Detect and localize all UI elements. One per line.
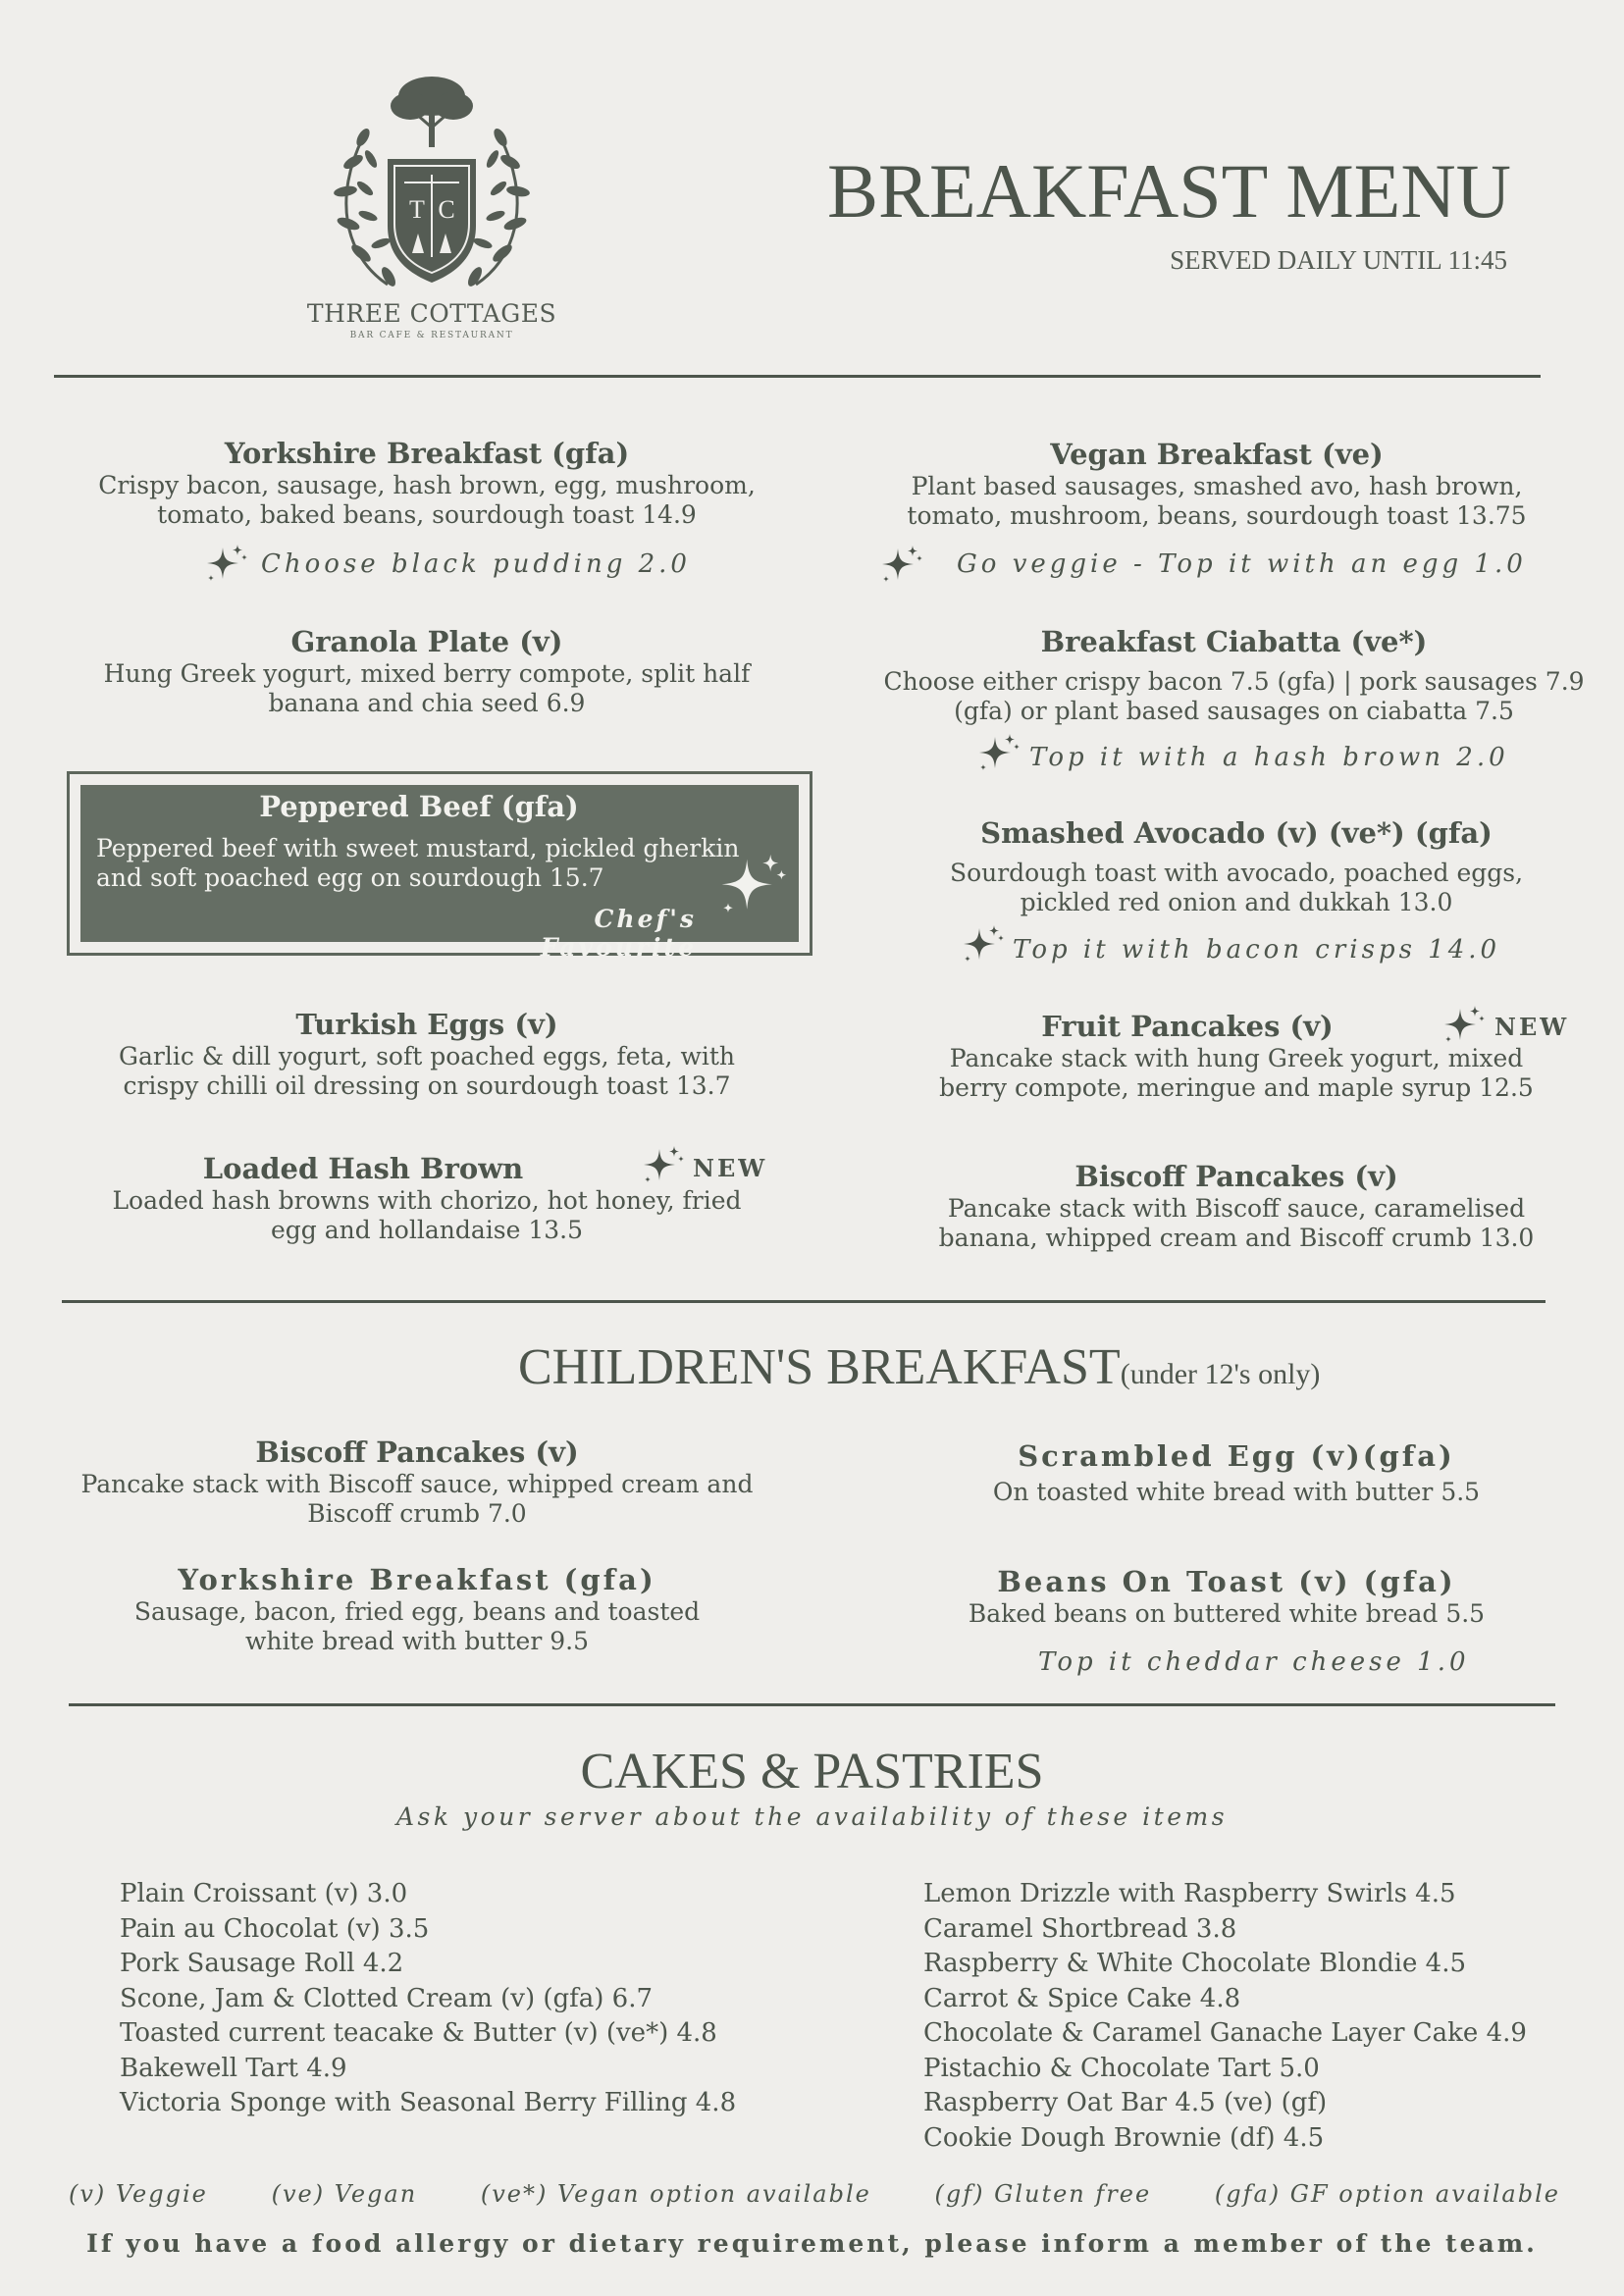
item-name: Fruit Pancakes (v) <box>1041 1010 1334 1043</box>
item-name: Yorkshire Breakfast (gfa) <box>224 437 630 470</box>
menu-item-granola-plate <box>59 624 795 718</box>
section-title-cakes: CAKES & PASTRIES <box>580 1744 1044 1800</box>
item-name: Loaded Hash Brown <box>202 1152 524 1185</box>
item-addon: Go veggie - Top it with an egg 1.0 <box>957 549 1527 579</box>
item-name: Granola Plate (v) <box>290 625 563 658</box>
cake-item: Raspberry & White Chocolate Blondie 4.5 <box>923 1949 1466 1978</box>
dietary-legend <box>69 2180 1560 2208</box>
item-description: Plant based sausages, smashed avo, hash brown, tomato, mushroom, beans, sourdough toast 13.75 <box>907 472 1527 530</box>
legend-item: (gf) Gluten free <box>934 2180 1152 2208</box>
menu-item-kids-beans-on-toast <box>883 1564 1570 1629</box>
item-addon: Choose black pudding 2.0 <box>261 549 691 579</box>
page-title: BREAKFAST MENU <box>826 148 1511 234</box>
legend-item: (gfa) GF option available <box>1214 2180 1560 2208</box>
item-description: Loaded hash browns with chorizo, hot honey, fried egg and hollandaise 13.5 <box>112 1186 742 1244</box>
legend-item: (ve*) Vegan option available <box>480 2180 871 2208</box>
item-name: Beans On Toast (v) (gfa) <box>997 1565 1456 1598</box>
menu-item-yorkshire-breakfast <box>69 436 785 530</box>
cake-item: Lemon Drizzle with Raspberry Swirls 4.5 <box>923 1879 1456 1908</box>
item-description: Pancake stack with hung Greek yogurt, mixed berry compote, meringue and maple syrup 12.5 <box>939 1044 1534 1102</box>
item-name: Smashed Avocado (v) (ve*) (gfa) <box>980 816 1493 850</box>
item-name: Biscoff Pancakes (v) <box>1074 1160 1398 1193</box>
allergy-notice: If you have a food allergy or dietary requirement, please inform a member of the team. <box>86 2229 1538 2258</box>
cake-item: Pain au Chocolat (v) 3.5 <box>120 1913 430 1944</box>
cake-item: Cookie Dough Brownie (df) 4.5 <box>923 2122 1325 2153</box>
item-description: Baked beans on buttered white bread 5.5 <box>968 1599 1486 1628</box>
sparkle-icon <box>201 542 250 591</box>
section-note: (under 12's only) <box>1120 1358 1321 1390</box>
legend-item: (v) Veggie <box>69 2180 208 2208</box>
item-description: Hung Greek yogurt, mixed berry compote, split half banana and chia seed 6.9 <box>103 659 751 717</box>
item-addon: Top it cheddar cheese 1.0 <box>1038 1647 1470 1677</box>
item-name: Biscoff Pancakes (v) <box>255 1435 579 1469</box>
divider <box>69 1703 1555 1706</box>
item-name: Turkish Eggs (v) <box>295 1008 558 1041</box>
menu-item-kids-scrambled-egg <box>893 1438 1580 1507</box>
cakes-list-left <box>120 1877 736 2121</box>
section-subtitle: Ask your server about the availability of these items <box>395 1802 1229 1831</box>
item-name: Vegan Breakfast (ve) <box>1050 438 1384 471</box>
item-description: Pancake stack with Biscoff sauce, caramelised banana, whipped cream and Biscoff crumb 13.0 <box>938 1194 1535 1252</box>
cake-item: Bakewell Tart 4.9 <box>120 2053 347 2083</box>
cake-item: Pork Sausage Roll 4.2 <box>120 1949 404 1978</box>
sparkle-icon <box>712 850 791 928</box>
menu-item-biscoff-pancakes <box>893 1159 1580 1253</box>
item-description: Pancake stack with Biscoff sauce, whipped cream and Biscoff crumb 7.0 <box>80 1470 754 1528</box>
item-name: Breakfast Ciabatta (ve*) <box>1040 625 1428 658</box>
item-name: Peppered Beef (gfa) <box>259 790 579 823</box>
item-description: Sourdough toast with avocado, poached eggs, pickled red onion and dukkah 13.0 <box>949 859 1524 916</box>
section-title-text: CHILDREN'S BREAKFAST <box>518 1339 1121 1395</box>
cake-item: Pistachio & Chocolate Tart 5.0 <box>923 2053 1320 2083</box>
sparkle-icon <box>958 922 1007 971</box>
sparkle-icon <box>973 731 1022 780</box>
cake-item: Victoria Sponge with Seasonal Berry Filling 4.8 <box>120 2088 737 2117</box>
menu-item-vegan-breakfast <box>873 437 1560 531</box>
item-description: Crispy bacon, sausage, hash brown, egg, mushroom, tomato, baked beans, sourdough toast 14.9 <box>98 471 756 529</box>
menu-item-smashed-avocado <box>893 815 1580 917</box>
item-addon: Top it with bacon crisps 14.0 <box>1013 935 1501 965</box>
item-name: Yorkshire Breakfast (gfa) <box>178 1563 656 1596</box>
cake-item: Toasted current teacake & Butter (v) (ve*) 4.8 <box>120 2018 717 2048</box>
svg-text:C: C <box>438 195 455 224</box>
brand-name: THREE COTTAGES <box>306 299 557 328</box>
svg-text:T: T <box>409 195 425 224</box>
cake-item: Plain Croissant (v) 3.0 <box>120 1879 408 1908</box>
cake-item: Scone, Jam & Clotted Cream (v) (gfa) 6.7 <box>120 1983 654 2013</box>
chefs-favourite-label: Chef's Favourite <box>540 905 697 962</box>
cake-item: Carrot & Spice Cake 4.8 <box>923 1983 1241 2013</box>
item-description: Sausage, bacon, fried egg, beans and toasted white bread with butter 9.5 <box>133 1597 701 1655</box>
cake-item: Caramel Shortbread 3.8 <box>923 1913 1237 1944</box>
new-badge: NEW <box>693 1154 768 1182</box>
item-addon: Top it with a hash brown 2.0 <box>1029 743 1509 772</box>
legend-item: (ve) Vegan <box>271 2180 418 2208</box>
section-title-children <box>518 1338 1320 1396</box>
divider <box>54 375 1541 378</box>
item-description: Garlic & dill yogurt, soft poached eggs, feta, with crispy chilli oil dressing on sourdough toast 13.7 <box>119 1042 735 1100</box>
menu-item-kids-biscoff-pancakes <box>59 1435 775 1529</box>
menu-item-turkish-eggs <box>69 1007 785 1101</box>
item-name: Scrambled Egg (v)(gfa) <box>1018 1439 1455 1473</box>
menu-item-breakfast-ciabatta <box>883 624 1585 726</box>
sparkle-icon <box>1439 1003 1488 1052</box>
item-description: On toasted white bread with butter 5.5 <box>992 1478 1481 1506</box>
sparkle-icon <box>638 1143 687 1192</box>
cakes-list-right <box>923 1877 1527 2156</box>
cake-item: Chocolate & Caramel Ganache Layer Cake 4.9 <box>923 2018 1527 2048</box>
sparkle-icon <box>876 543 925 592</box>
item-description: Choose either crispy bacon 7.5 (gfa) | pork sausages 7.9 (gfa) or plant based sausages on ciabatta 7.5 <box>883 667 1585 725</box>
brand-tagline: BAR CAFE & RESTAURANT <box>349 331 514 340</box>
cake-item: Raspberry Oat Bar 4.5 (ve) (gf) <box>923 2088 1328 2117</box>
divider <box>62 1300 1545 1303</box>
menu-item-kids-yorkshire-breakfast <box>59 1562 775 1656</box>
new-badge: NEW <box>1494 1013 1570 1041</box>
item-description: Peppered beef with sweet mustard, pickled gherkin and soft poached egg on sourdough 15.7 <box>96 834 740 892</box>
page-subtitle: SERVED DAILY UNTIL 11:45 <box>1170 245 1507 275</box>
